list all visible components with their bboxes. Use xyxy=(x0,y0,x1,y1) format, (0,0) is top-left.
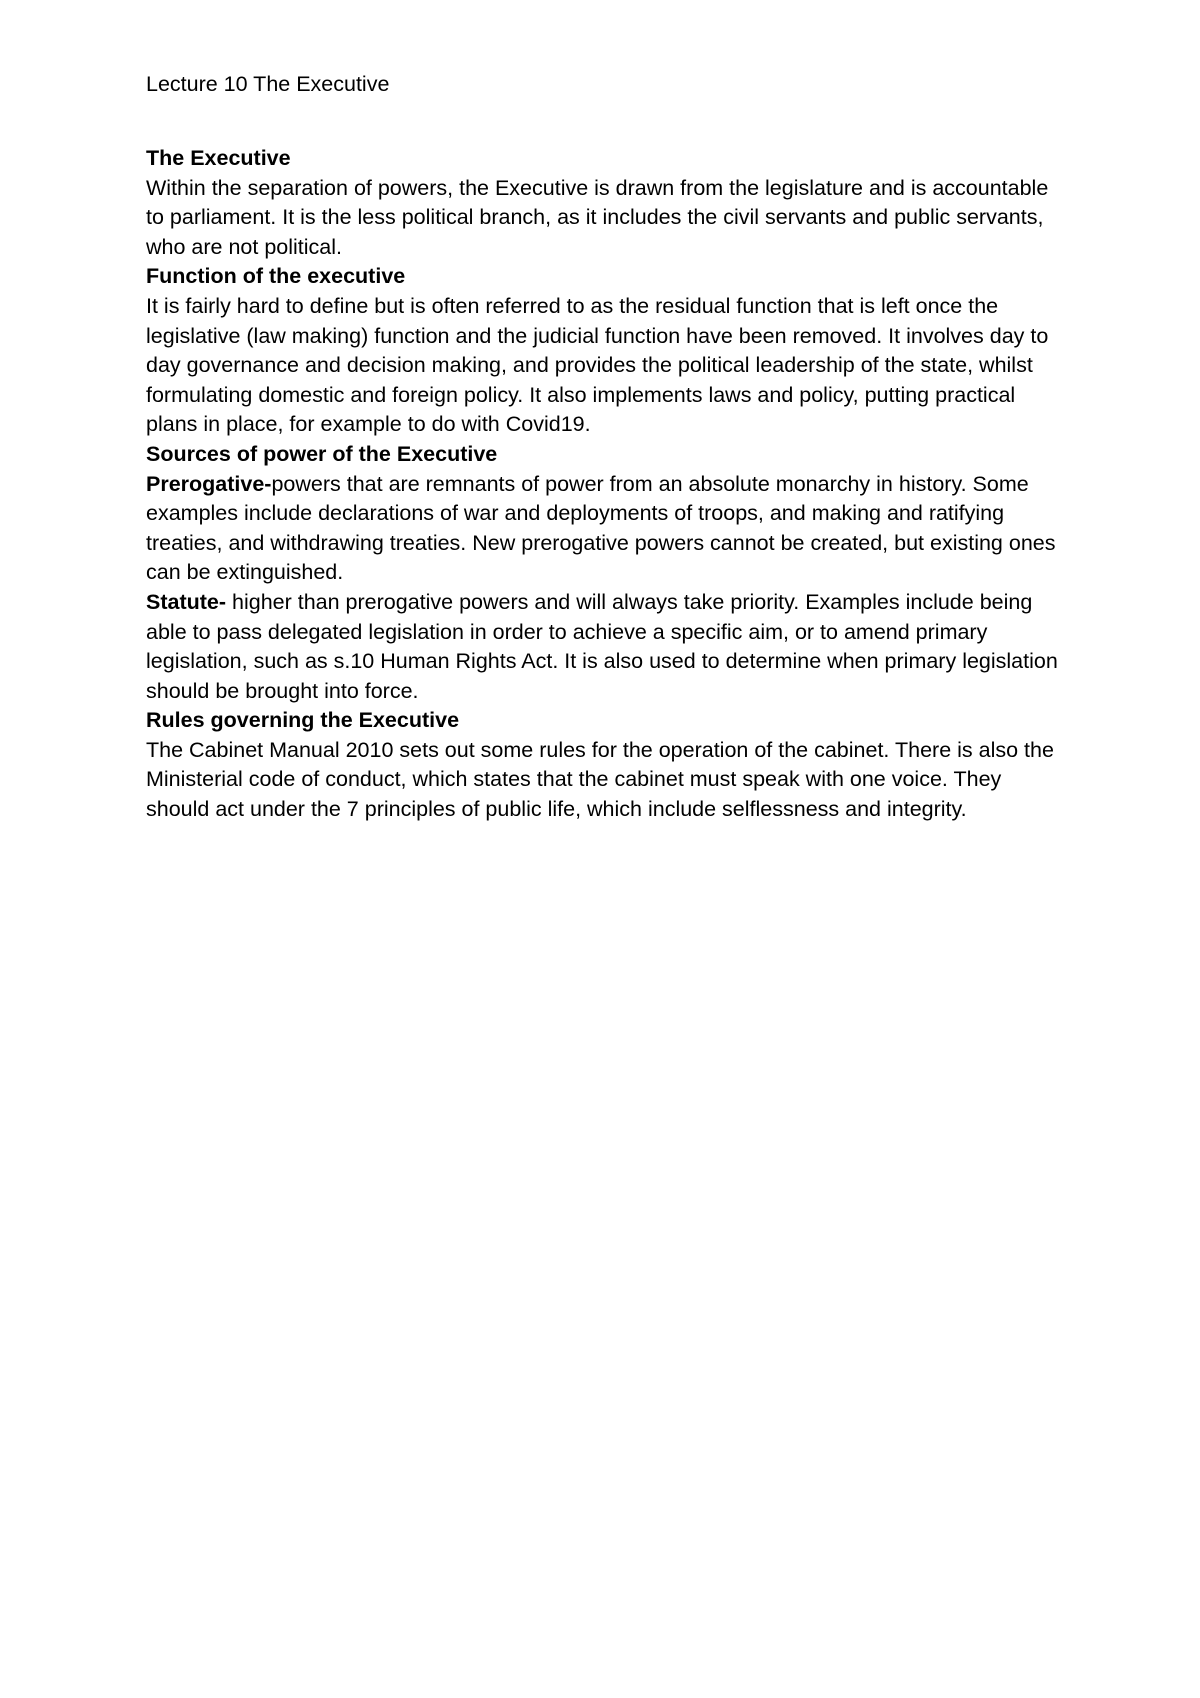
section-body-function: It is fairly hard to define but is often referred to as the residual function that is left once the legislative (law making) function and the judicial function have been removed. It involves day to day governance and decision making, and provides the political leadership of the state, whilst formulating domestic and foreign policy. It also implements laws and policy, putting practical plans in place, for example to do with Covid19. xyxy=(146,293,1049,437)
document-page xyxy=(146,70,1066,825)
source-term-prerogative: Prerogative- xyxy=(146,471,272,496)
section-body-rules: The Cabinet Manual 2010 sets out some rules for the operation of the cabinet. There is also the Ministerial code of conduct, which states that the cabinet must speak with one voice. They should act under the 7 principles of public life, which include selflessness and integrity. xyxy=(146,737,1054,822)
document-body xyxy=(146,144,1066,825)
source-term-statute: Statute- xyxy=(146,589,227,614)
section-heading-sources: Sources of power of the Executive xyxy=(146,441,498,466)
source-text-prerogative: powers that are remnants of power from an absolute monarchy in history. Some examples include declarations of war and deployments of troops, and making and ratifying treaties, and withdrawing treaties. New prerogative powers cannot be created, but existing ones can be extinguished. xyxy=(146,471,1056,585)
section-heading-executive: The Executive xyxy=(146,146,291,170)
document-title: Lecture 10 The Executive xyxy=(146,72,390,96)
source-item-prerogative xyxy=(146,470,1066,588)
section-body-executive: Within the separation of powers, the Executive is drawn from the legislature and is accountable to parliament. It is the less political branch, as it includes the civil servants and public servants, who are not political. xyxy=(146,175,1049,259)
section-heading-rules: Rules governing the Executive xyxy=(146,708,460,733)
source-text-statute: higher than prerogative powers and will always take priority. Examples include being able to pass delegated legislation in order to achieve a specific aim, or to amend primary legislation, such as s.10 Human Rights Act. It is also used to determine when primary legislation should be brought into force. xyxy=(146,589,1058,703)
source-item-statute xyxy=(146,588,1066,706)
section-heading-function: Function of the executive xyxy=(146,264,406,289)
